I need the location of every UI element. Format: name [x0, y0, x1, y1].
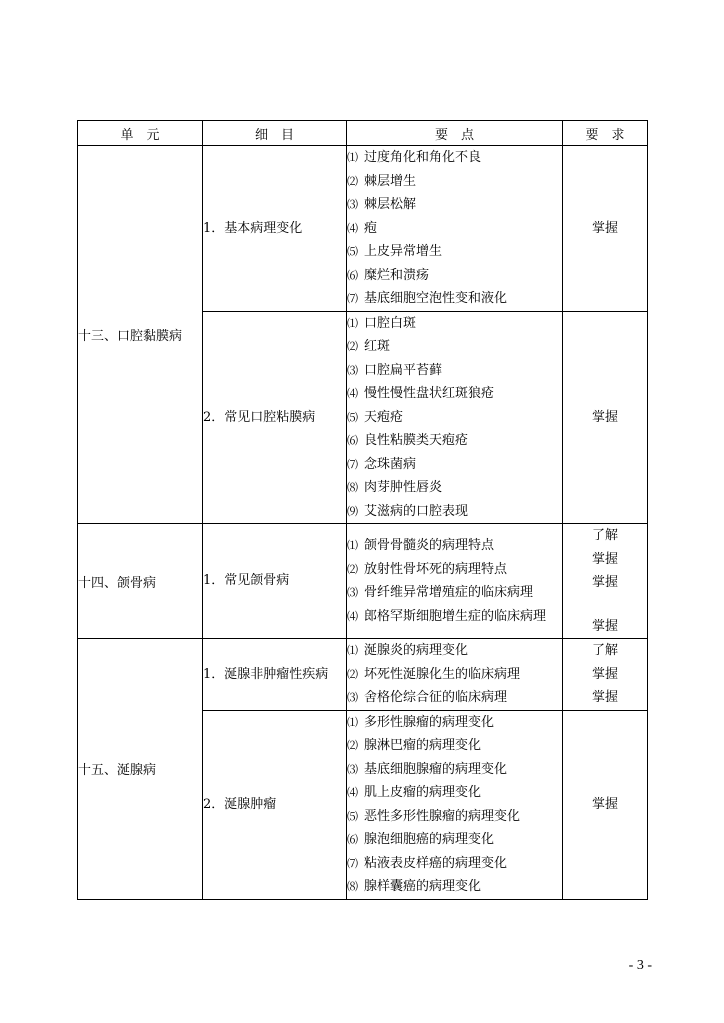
requirement-cell: [563, 639, 648, 711]
point-text: 多形性腺瘤的病理变化: [364, 714, 495, 730]
point-text: 坏死性涎腺化生的临床病理: [364, 666, 521, 682]
point-number: ⑸: [347, 410, 358, 424]
points-cell: [347, 639, 563, 711]
points-cell: [347, 710, 563, 899]
point-number: ⑷: [347, 221, 358, 235]
point-number: ⑺: [347, 856, 358, 870]
item-cell: 1．基本病理变化: [203, 146, 347, 312]
point-number: ⑸: [347, 809, 358, 823]
point-number: ⑹: [347, 833, 358, 846]
point-item: [347, 500, 562, 524]
point-number: ⑴: [347, 316, 358, 330]
point-item: [347, 805, 562, 829]
point-item: [347, 828, 562, 852]
requirement-label: 掌握: [591, 409, 618, 425]
point-text: 慢性慢性盘状红斑狼疮: [364, 386, 495, 401]
point-item: [347, 734, 562, 758]
requirement-label: 了解: [591, 528, 618, 543]
table-row: [78, 524, 648, 639]
point-number: ⑷: [347, 609, 358, 623]
point-text: 郎格罕斯细胞增生症的临床病理: [364, 608, 547, 624]
point-number: ⑴: [347, 539, 358, 552]
point-item: [347, 476, 562, 500]
requirement-label: 掌握: [591, 796, 618, 812]
point-item: [347, 312, 562, 336]
point-text: 口腔白斑: [364, 315, 417, 331]
point-item: [347, 663, 562, 687]
item-cell: 1．常见颌骨病: [203, 524, 347, 639]
point-number: ⑵: [347, 562, 358, 576]
point-number: ⑺: [347, 292, 358, 305]
requirement-cell: [563, 524, 648, 639]
point-text: 棘层松解: [364, 197, 417, 212]
point-item: [347, 758, 562, 782]
requirement-cell: [563, 146, 648, 312]
point-text: 骨纤维异常增殖症的临床病理: [364, 585, 534, 600]
point-text: 腺样囊癌的病理变化: [364, 879, 482, 894]
item-cell: 1．涎腺非肿瘤性疾病: [203, 639, 347, 711]
requirement-label: 掌握: [591, 618, 618, 634]
point-number: ⑺: [347, 457, 358, 471]
point-text: 糜烂和溃疡: [364, 267, 430, 283]
point-item: [347, 453, 562, 477]
point-item: [347, 558, 562, 582]
point-number: ⑷: [347, 387, 358, 400]
point-text: 肉芽肿性唇炎: [364, 480, 443, 495]
point-text: 天疱疮: [364, 409, 404, 425]
point-item: [347, 605, 562, 629]
point-item: [347, 382, 562, 406]
header-item: 细 目: [203, 121, 347, 146]
point-text: 棘层增生: [364, 173, 417, 189]
point-number: ⑶: [347, 198, 358, 211]
point-number: ⑵: [347, 340, 358, 353]
page-number: - 3 -: [628, 958, 652, 973]
point-item: [347, 335, 562, 359]
syllabus-table: [77, 120, 648, 900]
point-number: ⑵: [347, 739, 358, 752]
point-number: ⑶: [347, 363, 358, 377]
point-item: [347, 852, 562, 876]
point-text: 基底细胞腺瘤的病理变化: [364, 761, 508, 777]
point-text: 红斑: [364, 339, 391, 354]
table-row: [78, 146, 648, 312]
requirement-label: 掌握: [591, 551, 618, 567]
header-unit: 单 元: [78, 121, 203, 146]
point-number: ⑴: [347, 644, 358, 657]
point-number: ⑴: [347, 715, 358, 729]
header-requirement: 要 求: [563, 121, 648, 146]
point-number: ⑴: [347, 151, 358, 164]
point-text: 腺淋巴瘤的病理变化: [364, 738, 482, 753]
point-item: [347, 193, 562, 217]
table-row: [78, 639, 648, 711]
point-item: [347, 359, 562, 383]
point-number: ⑻: [347, 481, 358, 494]
point-item: [347, 264, 562, 288]
requirement-label: 掌握: [591, 690, 618, 705]
point-item: [347, 686, 562, 710]
item-cell: 2．常见口腔粘膜病: [203, 311, 347, 524]
point-text: 肌上皮瘤的病理变化: [364, 785, 482, 800]
requirement-label: 掌握: [591, 575, 618, 590]
requirement-cell: [563, 710, 648, 899]
point-item: [347, 217, 562, 241]
point-item: [347, 875, 562, 899]
point-number: ⑹: [347, 268, 358, 282]
point-text: 艾滋病的口腔表现: [364, 503, 469, 519]
point-text: 粘液表皮样癌的病理变化: [364, 855, 508, 871]
point-text: 恶性多形性腺瘤的病理变化: [364, 808, 521, 824]
point-number: ⑻: [347, 880, 358, 893]
point-text: 念珠菌病: [364, 456, 417, 472]
point-text: 过度角化和角化不良: [364, 150, 482, 165]
points-cell: [347, 311, 563, 524]
point-item: [347, 146, 562, 170]
point-number: ⑸: [347, 245, 358, 258]
point-text: 放射性骨坏死的病理特点: [364, 561, 508, 577]
point-text: 口腔扁平苔藓: [364, 362, 443, 378]
point-text: 舍格伦综合征的临床病理: [364, 690, 508, 705]
point-number: ⑹: [347, 434, 358, 447]
requirement-label: 了解: [591, 643, 618, 658]
point-number: ⑼: [347, 504, 358, 518]
point-text: 良性粘膜类天疱疮: [364, 433, 469, 448]
point-number: ⑵: [347, 667, 358, 681]
point-text: 上皮异常增生: [364, 244, 443, 259]
unit-cell: 十四、颌骨病: [78, 524, 203, 639]
point-item: [347, 287, 562, 311]
unit-cell: 十五、涎腺病: [78, 639, 203, 900]
point-item: [347, 581, 562, 605]
point-item: [347, 534, 562, 558]
requirement-label: 掌握: [591, 666, 618, 682]
point-text: 颌骨骨髓炎的病理特点: [364, 538, 495, 553]
point-number: ⑷: [347, 786, 358, 799]
point-item: [347, 639, 562, 663]
header-points: 要 点: [347, 121, 563, 146]
point-number: ⑶: [347, 762, 358, 776]
point-text: 疱: [364, 220, 378, 236]
point-text: 腺泡细胞癌的病理变化: [364, 832, 495, 847]
point-number: ⑶: [347, 586, 358, 599]
point-text: 基底细胞空泡性变和液化: [364, 291, 508, 306]
point-item: [347, 781, 562, 805]
points-cell: [347, 524, 563, 639]
point-number: ⑶: [347, 691, 358, 704]
point-item: [347, 711, 562, 735]
point-text: 涎腺炎的病理变化: [364, 643, 469, 658]
point-number: ⑵: [347, 174, 358, 188]
point-item: [347, 240, 562, 264]
unit-cell: 十三、口腔黏膜病: [78, 146, 203, 524]
item-cell: 2．涎腺肿瘤: [203, 710, 347, 899]
requirement-cell: [563, 311, 648, 524]
point-item: [347, 406, 562, 430]
requirement-label: 掌握: [591, 220, 618, 236]
points-cell: [347, 146, 563, 312]
point-item: [347, 429, 562, 453]
header-row: [78, 121, 648, 146]
point-item: [347, 170, 562, 194]
